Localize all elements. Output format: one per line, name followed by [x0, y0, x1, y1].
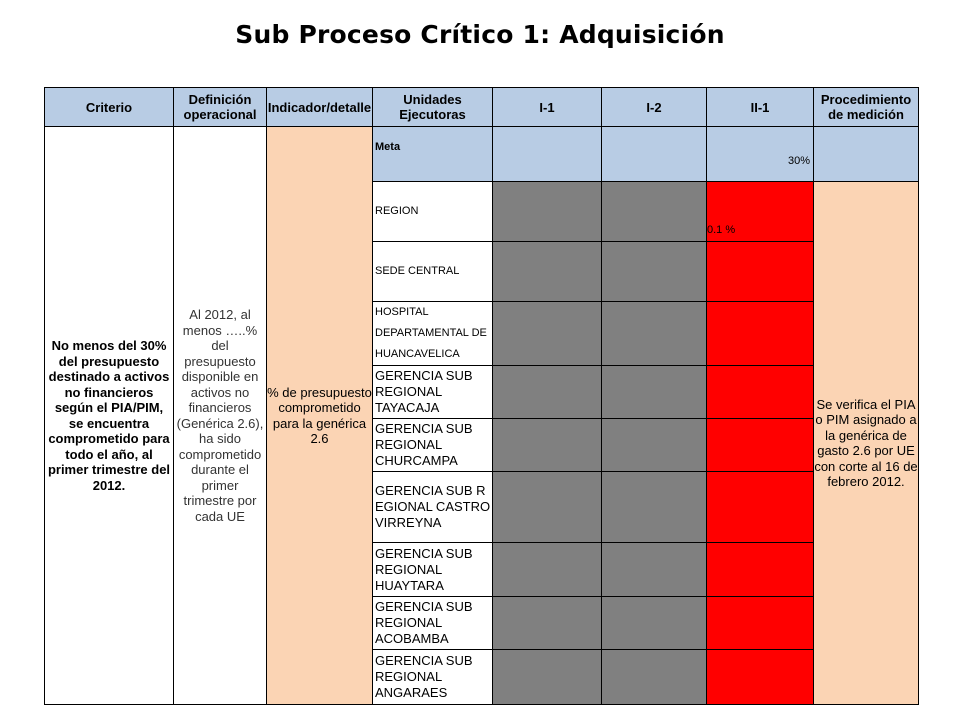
- header-criterio: Criterio: [45, 88, 174, 127]
- cell-ii1: [707, 366, 814, 419]
- ue-huaytara: GERENCIA SUB REGIONAL HUAYTARA: [373, 543, 493, 597]
- ue-region: REGION: [373, 182, 493, 242]
- meta-value: 30%: [788, 155, 811, 167]
- cell-i2: [602, 419, 707, 472]
- cell-i1: [493, 650, 602, 705]
- ue-castrovirreyna: GERENCIA SUB REGIONAL CASTROVIRREYNA: [373, 472, 493, 543]
- meta-procedimiento: [814, 127, 919, 182]
- criterio-cell: No menos del 30% del presupuesto destinado a activos no financieros según el PIA/PIM, se encuentra comprometido para todo el año, al primer trimestre del 2012.: [45, 127, 174, 705]
- header-i1: I-1: [493, 88, 602, 127]
- cell-i1: [493, 419, 602, 472]
- cell-ii1: [707, 543, 814, 597]
- cell-i1: [493, 472, 602, 543]
- header-indicador: Indicador/detalle: [267, 88, 373, 127]
- cell-i2: [602, 242, 707, 302]
- meta-ii1: [707, 127, 814, 182]
- cell-ii1: [707, 182, 814, 242]
- cell-i1: [493, 242, 602, 302]
- cell-i1: [493, 366, 602, 419]
- ue-sede-central: SEDE CENTRAL: [373, 242, 493, 302]
- indicador-cell: % de presupuesto comprometido para la genérica 2.6: [267, 127, 373, 705]
- cell-i1: [493, 543, 602, 597]
- meta-i1: [493, 127, 602, 182]
- ue-hospital: HOSPITAL DEPARTAMENTAL DE HUANCAVELICA: [373, 302, 493, 366]
- page-title: Sub Proceso Crítico 1: Adquisición: [235, 20, 725, 49]
- criteria-table: [44, 87, 919, 705]
- cell-i2: [602, 302, 707, 366]
- ue-acobamba: GERENCIA SUB REGIONAL ACOBAMBA: [373, 597, 493, 650]
- ue-angaraes: GERENCIA SUB REGIONAL ANGARAES: [373, 650, 493, 705]
- header-unidades: Unidades Ejecutoras: [373, 88, 493, 127]
- cell-i2: [602, 472, 707, 543]
- cell-i2: [602, 543, 707, 597]
- header-definicion: Definición operacional: [174, 88, 267, 127]
- cell-i2: [602, 182, 707, 242]
- procedimiento-cell: Se verifica el PIA o PIM asignado a la genérica de gasto 2.6 por UE con corte al 16 de febrero 2012.: [814, 182, 919, 705]
- cell-i2: [602, 597, 707, 650]
- cell-ii1: [707, 242, 814, 302]
- cell-ii1: [707, 650, 814, 705]
- cell-ii1: [707, 302, 814, 366]
- cell-i2: [602, 366, 707, 419]
- cell-ii1: [707, 472, 814, 543]
- cell-ii1: [707, 419, 814, 472]
- ue-tayacaja: GERENCIA SUB REGIONAL TAYACAJA: [373, 366, 493, 419]
- cell-i2: [602, 650, 707, 705]
- cell-ii1: [707, 597, 814, 650]
- meta-label: [373, 127, 493, 182]
- meta-row: [45, 127, 919, 182]
- region-value: 0.1 %: [707, 224, 736, 236]
- header-row: [45, 88, 919, 127]
- header-i2: I-2: [602, 88, 707, 127]
- meta-label-text: Meta: [375, 141, 401, 153]
- header-ii1: II-1: [707, 88, 814, 127]
- cell-i1: [493, 597, 602, 650]
- cell-i1: [493, 302, 602, 366]
- ue-churcampa: GERENCIA SUB REGIONAL CHURCAMPA: [373, 419, 493, 472]
- definicion-cell: Al 2012, al menos …..% del presupuesto disponible en activos no financieros (Genérica 2.6), ha sido comprometido durante el primer trimestre por cada UE: [174, 127, 267, 705]
- header-procedimiento: Procedimiento de medición: [814, 88, 919, 127]
- meta-i2: [602, 127, 707, 182]
- cell-i1: [493, 182, 602, 242]
